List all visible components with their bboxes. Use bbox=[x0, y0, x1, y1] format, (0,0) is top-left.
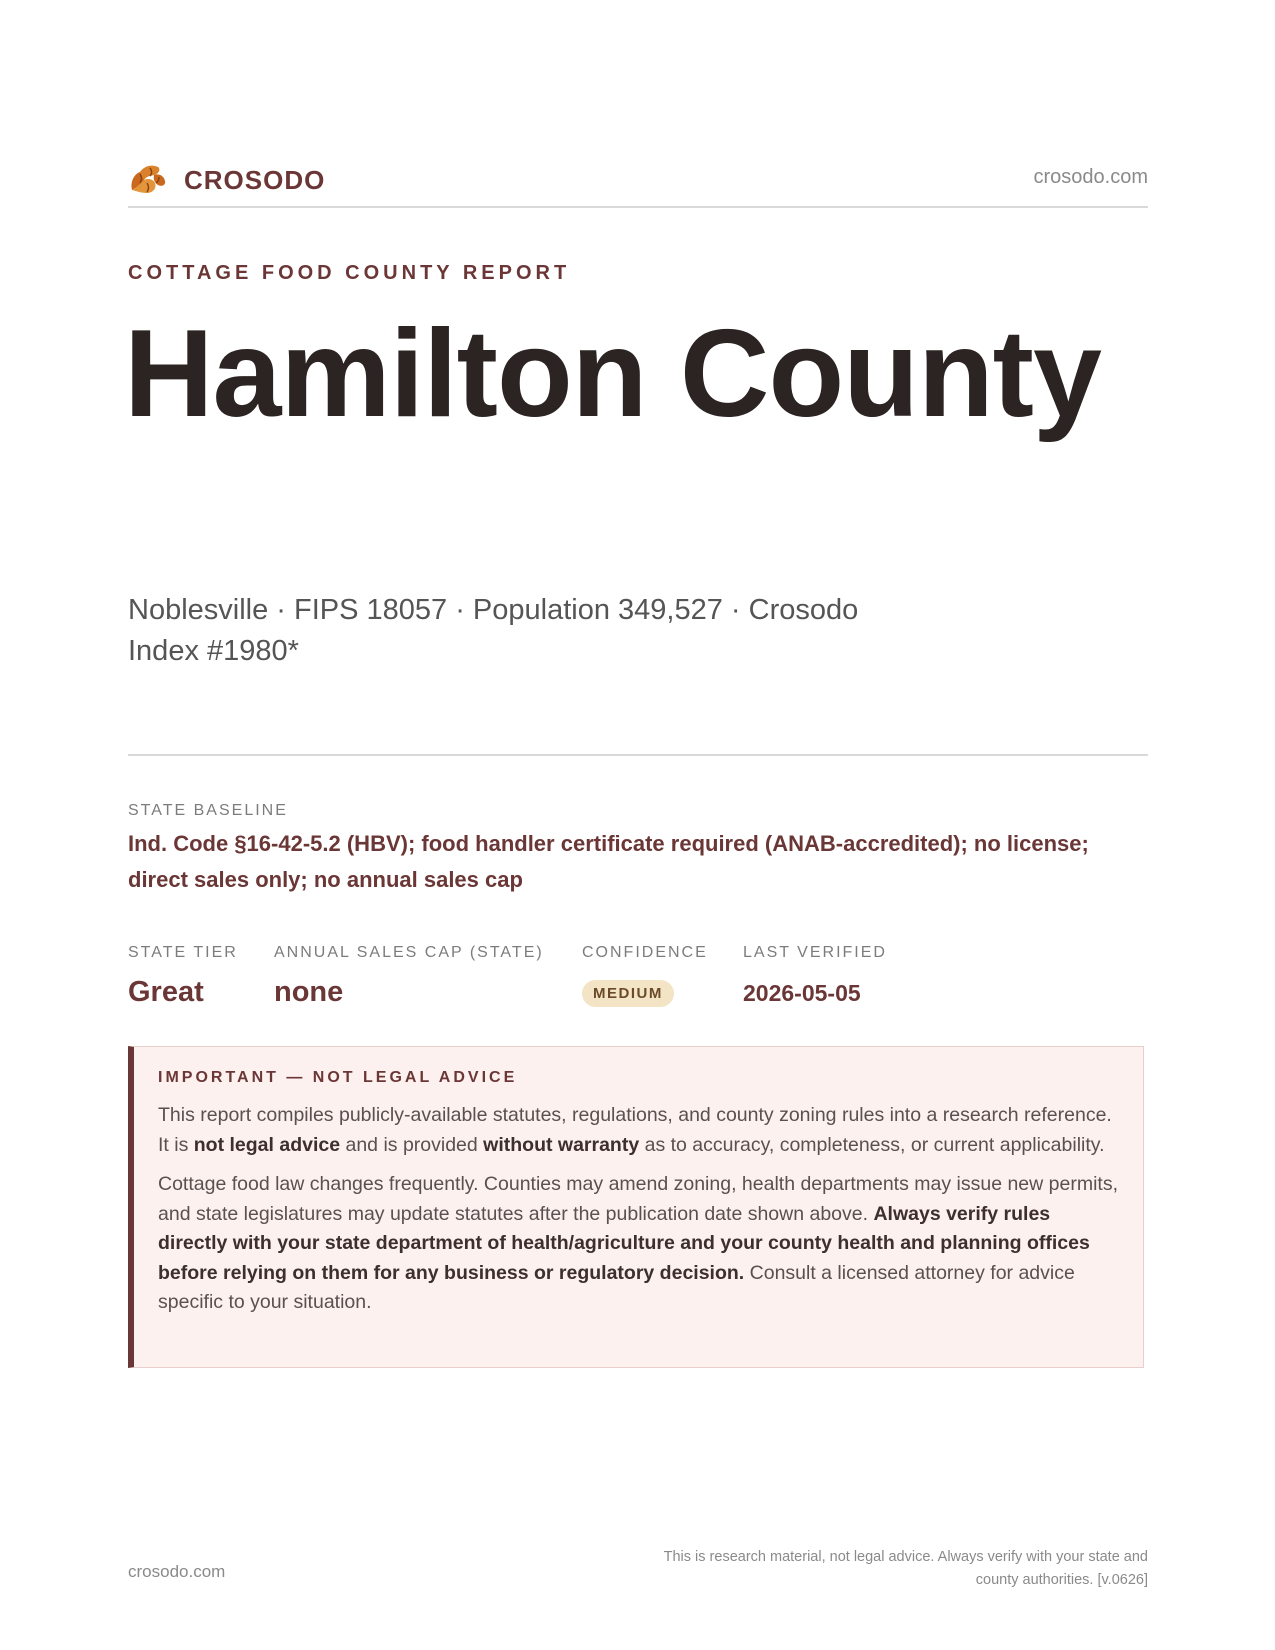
brand[interactable] bbox=[128, 160, 325, 200]
notice-emphasis: Always verify rules directly with your state department of health/agriculture and your county health and planning offices before relying on them for any business or regulatory decision. bbox=[158, 1202, 1090, 1284]
notice-emphasis: not legal advice bbox=[193, 1133, 341, 1156]
stat-value: 2026-05-05 bbox=[743, 980, 861, 1006]
stat-confidence bbox=[582, 944, 708, 1007]
baseline-label: STATE BASELINE bbox=[128, 802, 288, 819]
notice-label: IMPORTANT — NOT LEGAL ADVICE bbox=[158, 1069, 518, 1086]
page-title: Hamilton County bbox=[124, 305, 1101, 443]
stat-value: none bbox=[274, 976, 344, 1008]
notice-emphasis: without warranty bbox=[483, 1133, 640, 1156]
stat-label: ANNUAL SALES CAP (STATE) bbox=[274, 944, 544, 961]
county-subtitle: Noblesville · FIPS 18057 · Population 349,527 · Crosodo Index #1980* bbox=[128, 594, 859, 667]
report-eyebrow: COTTAGE FOOD COUNTY REPORT bbox=[128, 262, 571, 284]
stat-label: LAST VERIFIED bbox=[743, 944, 887, 961]
baseline-text: Ind. Code §16-42-5.2 (HBV); food handler certificate required (ANAB-accredited); no license; direct sales only; no annual sales cap bbox=[128, 831, 1089, 892]
stat-label: STATE TIER bbox=[128, 944, 238, 961]
notice-text: and is provided bbox=[340, 1133, 484, 1156]
header-divider bbox=[128, 206, 1148, 208]
stat-state-tier bbox=[128, 944, 238, 1009]
stat-label: CONFIDENCE bbox=[582, 944, 708, 961]
footer-site-url[interactable]: crosodo.com bbox=[128, 1562, 226, 1581]
notice-paragraph bbox=[158, 1101, 1119, 1160]
notice-paragraph bbox=[158, 1170, 1119, 1318]
report-page bbox=[124, 0, 1148, 1650]
legal-notice bbox=[128, 1046, 1144, 1368]
notice-text: Consult a licensed attorney for advice specific to your situation. bbox=[158, 1261, 1075, 1313]
notice-text: as to accuracy, completeness, or current applicability. bbox=[639, 1133, 1105, 1156]
notice-text: Cottage food law changes frequently. Counties may amend zoning, health departments may issue new permits, and state legislatures may update statutes after the publication date shown above. bbox=[158, 1173, 1118, 1225]
confidence-badge: MEDIUM bbox=[582, 980, 674, 1007]
stat-value: Great bbox=[128, 976, 204, 1008]
stat-last-verified bbox=[743, 944, 887, 1007]
brand-name: CROSODO bbox=[184, 164, 326, 195]
footer-disclaimer: This is research material, not legal advice. Always verify with your state and county authorities. [v.0626] bbox=[663, 1549, 1148, 1588]
stat-sales-cap bbox=[274, 944, 544, 1009]
section-divider bbox=[128, 754, 1148, 756]
site-url-link[interactable]: crosodo.com bbox=[1033, 166, 1148, 188]
notice-text: This report compiles publicly-available statutes, regulations, and county zoning rules into a research reference. It is bbox=[158, 1104, 1112, 1156]
croissant-icon bbox=[128, 160, 168, 200]
page-header bbox=[128, 158, 1148, 200]
